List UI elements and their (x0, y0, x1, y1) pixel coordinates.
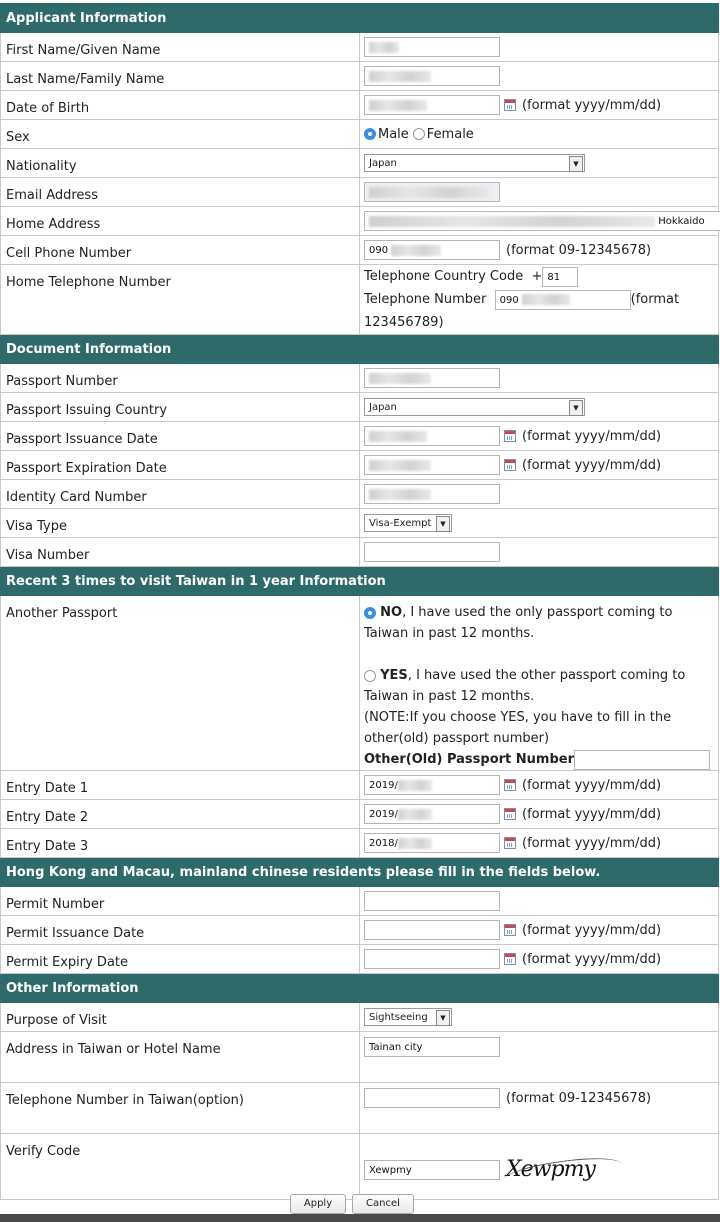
male-radio[interactable] (364, 128, 376, 140)
captcha-text: Xewpmy (506, 1157, 595, 1182)
tel-number-input[interactable] (495, 290, 631, 310)
visa-number-label: Visa Number (1, 538, 360, 567)
entry3-label: Entry Date 3 (1, 829, 360, 858)
purpose-label: Purpose of Visit (1, 1003, 360, 1032)
email-input[interactable] (364, 182, 500, 202)
tel-country-code-input[interactable]: 81 (542, 267, 578, 287)
passport-number-input[interactable] (364, 368, 500, 388)
verify-label: Verify Code (1, 1134, 360, 1200)
home-address-suffix: Hokkaido (658, 216, 705, 227)
cell-prefix: 090 (369, 245, 389, 256)
taiwan-address-label: Address in Taiwan or Hotel Name (1, 1032, 360, 1083)
date-format-hint: (format yyyy/mm/dd) (522, 922, 662, 938)
cancel-button[interactable]: Cancel (352, 1194, 414, 1214)
yes-radio[interactable] (364, 670, 376, 682)
purpose-value: Sightseeing (369, 1012, 428, 1023)
visa-type-value: Visa-Exempt (369, 518, 432, 529)
section-other-header: Other Information (1, 974, 719, 1003)
chevron-down-icon: ▼ (569, 400, 583, 416)
bottom-bar (0, 1214, 720, 1222)
male-radio-label[interactable]: Male (378, 126, 409, 142)
permit-number-input[interactable] (364, 891, 500, 911)
visa-type-select[interactable] (364, 514, 452, 532)
chevron-down-icon: ▼ (436, 1010, 450, 1026)
date-format-hint: (format yyyy/mm/dd) (522, 97, 662, 113)
yes-option-text: , I have used the other passport coming to Taiwan in past 12 months. (364, 668, 686, 704)
calendar-icon[interactable] (504, 430, 516, 442)
passport-expiration-input[interactable] (364, 455, 500, 475)
last-name-input[interactable] (364, 66, 500, 86)
no-option-bold[interactable]: NO (380, 605, 403, 620)
date-format-hint: (format yyyy/mm/dd) (522, 835, 662, 851)
passport-issuance-input[interactable] (364, 426, 500, 446)
tel-prefix: 090 (499, 294, 519, 306)
passport-country-value: Japan (369, 402, 397, 413)
yes-note: (NOTE:If you choose YES, you have to fill in the other(old) passport number) (364, 710, 672, 746)
calendar-icon[interactable] (504, 99, 516, 111)
nationality-select[interactable] (364, 154, 585, 172)
home-address-label: Home Address (1, 207, 360, 236)
home-tel-label: Home Telephone Number (1, 265, 360, 335)
other-passport-input[interactable] (574, 750, 710, 770)
dob-label: Date of Birth (1, 91, 360, 120)
entry3-prefix: 2018/ (369, 838, 398, 849)
passport-country-select[interactable] (364, 398, 585, 416)
yes-option-bold[interactable]: YES (380, 668, 408, 683)
female-radio-label[interactable]: Female (426, 126, 474, 142)
calendar-icon[interactable] (504, 924, 516, 936)
tel-country-code-label: Telephone Country Code (364, 269, 524, 284)
taiwan-tel-input[interactable] (364, 1088, 500, 1108)
entry2-input[interactable] (364, 804, 500, 824)
calendar-icon[interactable] (504, 459, 516, 471)
calendar-icon[interactable] (504, 837, 516, 849)
permit-number-label: Permit Number (1, 887, 360, 916)
date-format-hint: (format yyyy/mm/dd) (522, 457, 662, 473)
passport-issuance-label: Passport Issuance Date (1, 422, 360, 451)
entry3-input[interactable] (364, 833, 500, 853)
sex-label: Sex (1, 120, 360, 149)
entry1-input[interactable] (364, 775, 500, 795)
date-format-hint: (format yyyy/mm/dd) (522, 428, 662, 444)
tel-format-hint: (format 123456789) (364, 292, 680, 330)
last-name-label: Last Name/Family Name (1, 62, 360, 91)
purpose-select[interactable] (364, 1008, 452, 1026)
nationality-label: Nationality (1, 149, 360, 178)
entry1-label: Entry Date 1 (1, 771, 360, 800)
passport-expiration-label: Passport Expiration Date (1, 451, 360, 480)
section-document-header: Document Information (1, 335, 719, 364)
taiwan-address-input[interactable]: Tainan city (364, 1037, 500, 1057)
cell-format-hint: (format 09-12345678) (506, 242, 652, 258)
home-address-input[interactable] (364, 211, 720, 231)
date-format-hint: (format yyyy/mm/dd) (522, 806, 662, 822)
cell-phone-input[interactable] (364, 240, 500, 260)
section-recent-header: Recent 3 times to visit Taiwan in 1 year Information (1, 567, 719, 596)
cell-format-hint: (format 09-12345678) (506, 1090, 652, 1106)
section-applicant-header: Applicant Information (1, 4, 719, 33)
apply-button[interactable]: Apply (290, 1194, 346, 1214)
chevron-down-icon: ▼ (569, 156, 583, 172)
entry1-prefix: 2019/ (369, 780, 398, 791)
visa-number-input[interactable] (364, 542, 500, 562)
visa-type-label: Visa Type (1, 509, 360, 538)
verify-input[interactable]: Xewpmy (364, 1160, 500, 1180)
calendar-icon[interactable] (504, 953, 516, 965)
nationality-value: Japan (369, 158, 397, 169)
id-card-label: Identity Card Number (1, 480, 360, 509)
permit-expiry-input[interactable] (364, 949, 500, 969)
section-hk-header: Hong Kong and Macau, mainland chinese residents please fill in the fields below. (1, 858, 719, 887)
tel-plus: + (531, 269, 543, 284)
passport-country-label: Passport Issuing Country (1, 393, 360, 422)
no-option-text: , I have used the only passport coming to Taiwan in past 12 months. (364, 605, 673, 641)
permit-expiry-label: Permit Expiry Date (1, 945, 360, 974)
email-label: Email Address (1, 178, 360, 207)
application-form (0, 3, 719, 1200)
cell-phone-label: Cell Phone Number (1, 236, 360, 265)
first-name-label: First Name/Given Name (1, 33, 360, 62)
another-passport-label: Another Passport (1, 596, 360, 771)
id-card-input[interactable] (364, 484, 500, 504)
first-name-input[interactable] (364, 37, 500, 57)
female-radio[interactable] (413, 128, 425, 140)
permit-issuance-label: Permit Issuance Date (1, 916, 360, 945)
permit-issuance-input[interactable] (364, 920, 500, 940)
captcha-image (506, 1157, 595, 1182)
entry2-prefix: 2019/ (369, 809, 398, 820)
calendar-icon[interactable] (504, 808, 516, 820)
passport-number-label: Passport Number (1, 364, 360, 393)
other-passport-label: Other(Old) Passport Number (364, 752, 574, 767)
entry2-label: Entry Date 2 (1, 800, 360, 829)
date-format-hint: (format yyyy/mm/dd) (522, 951, 662, 967)
tel-number-label: Telephone Number (364, 292, 487, 307)
calendar-icon[interactable] (504, 779, 516, 791)
dob-input[interactable] (364, 95, 500, 115)
no-radio[interactable] (364, 607, 376, 619)
date-format-hint: (format yyyy/mm/dd) (522, 777, 662, 793)
chevron-down-icon: ▼ (436, 516, 450, 532)
taiwan-tel-label: Telephone Number in Taiwan(option) (1, 1083, 360, 1134)
